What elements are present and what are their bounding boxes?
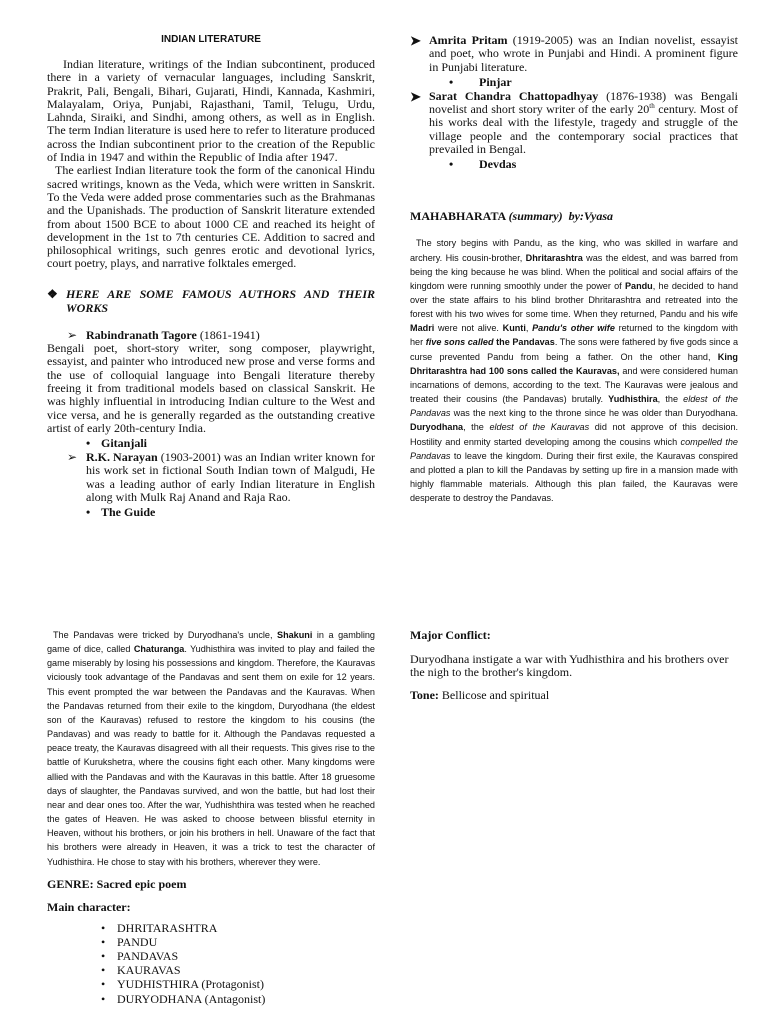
work-devdas: • Devdas	[410, 157, 738, 171]
mahabharata-heading: MAHABHARATA (summary) by:Vyasa	[410, 209, 613, 224]
page-title: INDIAN LITERATURE	[161, 34, 261, 45]
column-left-top	[47, 34, 375, 520]
work-gitanjali: • Gitanjali	[47, 436, 375, 450]
list-item: • KAURAVAS	[47, 963, 375, 977]
author-name: Sarat Chandra Chattopadhyay	[429, 88, 599, 103]
character-list	[47, 921, 375, 1006]
tagore-description: Bengali poet, short-story writer, song composer, playwright, essayist, and painter who introduced new prose and verse forms and the use of colloquial language into Bengali literature thereby freeing it from traditional models based on classical Sanskrit. He was highly influential in introducing Indian culture to the West and vice versa, and he is generally regarded as the outstanding creative artist of early 20th-century India.	[47, 341, 375, 435]
arrow-bullet-icon: ➢	[67, 450, 78, 465]
arrow-bullet-icon: ➤	[410, 33, 421, 48]
intro-paragraph-2: The earliest Indian literature took the form of the canonical Hindu sacred writings, known as the Veda, which were written in Sanskrit. To the Veda were added prose commentaries such as the Brahmanas and the Upanishads. The production of Sanskrit literature extended from about 1500 BCE to about 1000 CE and reached its height of development in the 1st to 7th centuries CE. Addition to sacred and philosophical writings, such genres erotic and devotional lyrics, court poetry, plays, and narrative folktales emerged.	[47, 163, 375, 271]
intro-paragraph-1: Indian literature, writings of the Indian subcontinent, produced there in a variety of vernacular languages, including Sanskrit, Prakrit, Pali, Bengali, Bihari, Gujarati, Hindi, Kannada, Kashmiri, Malayalam, Oriya, Punjabi, Rajasthani, Tamil, Telugu, Urdu, Lahnda, Siraiki, and Sindhi, among others, as well as in English. The term Indian literature is used here to refer to literature produced across the Indian subcontinent prior to the creation of the Republic of India in 1947 and within the Republic of India after 1947.	[47, 57, 375, 165]
story-continuation: The Pandavas were tricked by Duryodhana's uncle, Shakuni in a gambling game of dice, called Chaturanga. Yudhisthira was invited to play and failed the game miserably by losing his possessions and kingdom. Therefore, the Kauravas viciously took advantage of the Pandavas and sent them on exile for 12 years. This event prompted the war between the Pandavas and the Kauravas. When the Pandavas returned from their exile to the kingdom, Duryodhana (the eldest son of the Kauravas) refused to restore the kingdom to his cousins (the Pandavas) and was ready to battle for it. Although the Pandavas requested a peace treaty, the Kauravas disagreed with all their requests. This gives rise to the battle of Kurukshetra, where the cousins fight each other. Many kingdoms were allied with the Pandavas and with the Kauravas in this battle. After 18 gruesome days of slaughter, the Pandavas survived, and won the battle, but had lost their near and dear ones too. After the war, Yudhishthira was tested when he reached the gates of Heaven. He was asked to choose between blissful eternity in Heaven, without his brothers, or join his brothers in hell. Unaware of the fact that his brothers were already in Heaven, it was a trick to test the character of Yudhisthira. He chose to stay with his brothers, wherever they were.	[47, 630, 375, 867]
main-character-label: Main character:	[47, 899, 131, 914]
work-pinjar: • Pinjar	[410, 75, 738, 89]
author-narayan: ➢ R.K. Narayan (1903-2001) was an Indian writer known for his work set in fictional South Indian town of Malgudi, He was a leading author of early Indian literature in English along with Mulk Raj Anand and Raja Rao.	[67, 450, 375, 505]
column-right-top	[410, 34, 738, 505]
list-item: • YUDHISTHIRA (Protagonist)	[47, 977, 375, 991]
author-name: Amrita Pritam	[429, 33, 508, 47]
column-right-bottom	[410, 628, 738, 702]
tone-line	[410, 689, 738, 702]
work-the-guide: • The Guide	[47, 505, 375, 519]
arrow-bullet-icon: ➤	[410, 88, 421, 104]
author-tagore: ➢ Rabindranath Tagore (1861-1941)	[67, 327, 260, 342]
list-item: • DHRITARASHTRA	[47, 921, 375, 935]
author-chattopadhyay: ➤ Sarat Chandra Chattopadhyay (1876-1938) was Bengali novelist and short story writer of the early 20th century. Most of his works deal with the lifestyle, tragedy and struggle of the village people and the contemporary social practices that prevailed in Bengal.	[410, 88, 739, 157]
list-item: • DURYODHANA (Antagonist)	[47, 992, 375, 1006]
mahabharata-summary: The story begins with Pandu, as the king, who was skilled in warfare and archery. His cousin-brother, Dhritarashtra was the eldest, and was barred from being the king because he was blind. When the political and social affairs of the kingdom were running smoothly under the power of Pandu, he decided to hand over the state affairs to his blind brother Dhritarashtra and retreated into the forest with his two wives for some time. When they returned, Pandu and his wife Madri were not alive. Kunti, Pandu's other wife returned to the kingdom with her five sons called the Pandavas. The sons were fathered by five gods since a curse prevented Pandu from being a father. On the other hand, King Dhritarashtra had 100 sons called the Kauravas, and were considered human incarnations of demons, according to the text. The Kauravas were jealous and treated their cousins (the Pandavas) brutally. Yudhisthira, the eldest of the Pandavas was the next king to the throne since he was older than Duryodhana. Duryodhana, the eldest of the Kauravas did not approve of this decision. Hostility and enmity started developing among the cousins which compelled the Pandavas to leave the kingdom. During their first exile, the Kauravas conspired and plotted a plan to kill the Pandavas by setting up fire in a mansion made with highly flammable materials. Although this plan failed, the Kauravas were desperate to destroy the Pandavas.	[410, 238, 739, 504]
author-name: Rabindranath Tagore	[86, 327, 197, 342]
tone-label: Tone:	[410, 687, 439, 702]
list-item: • PANDU	[47, 935, 375, 949]
tone-value: Bellicose and spiritual	[438, 687, 550, 702]
conflict-label: Major Conflict:	[410, 628, 491, 642]
conflict-text: Duryodhana instigate a war with Yudhisthira and his brothers over the nigh to the brother's kingdom.	[410, 652, 729, 680]
diamond-bullet-icon: ❖	[47, 286, 58, 301]
list-item: • PANDAVAS	[47, 949, 375, 963]
arrow-bullet-icon: ➢	[67, 327, 78, 342]
authors-heading: ❖ HERE ARE SOME FAMOUS AUTHORS AND THEIR WORKS	[47, 286, 375, 315]
column-left-bottom	[47, 628, 375, 1006]
author-name: R.K. Narayan	[86, 450, 158, 465]
author-pritam: ➤ Amrita Pritam (1919-2005) was an Indian novelist, essayist and poet, who wrote in Punjabi and Hindi. A prominent figure in Punjabi literature.	[410, 33, 738, 74]
genre-label: GENRE: Sacred epic poem	[47, 876, 187, 891]
